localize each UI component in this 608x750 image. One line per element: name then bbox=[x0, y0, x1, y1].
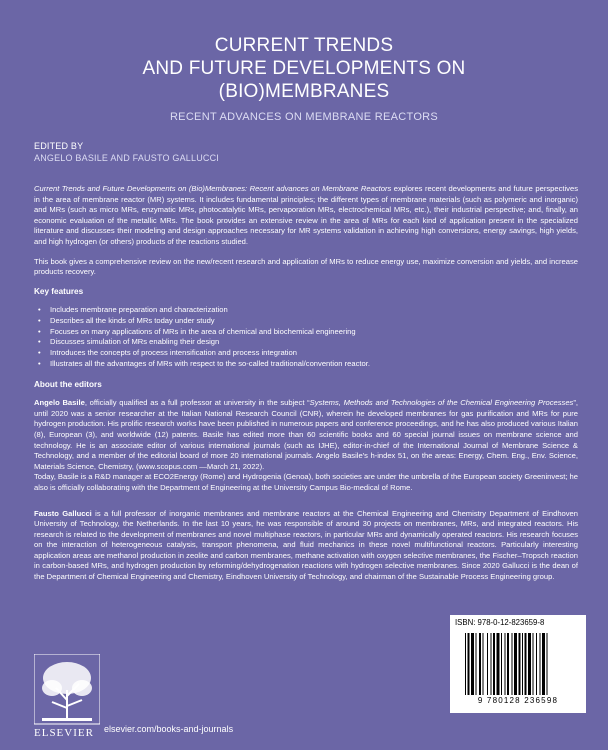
title-line-3: (BIO)MEMBRANES bbox=[218, 81, 390, 102]
key-features-list bbox=[34, 305, 578, 369]
gallucci-name: Fausto Gallucci bbox=[34, 508, 92, 518]
key-feature-item: • Focuses on many applications of MRs in the area of chemical and biochemical engineering bbox=[34, 327, 578, 338]
publisher-website[interactable]: elsevier.com/books-and-journals bbox=[104, 724, 234, 734]
barcode-number: 9 780128 236598 bbox=[477, 696, 559, 705]
key-feature-item: • Discusses simulation of MRs enabling their design bbox=[34, 337, 578, 348]
intro-text: explores recent developments and future perspectives in the area of membrane reactor (MR) systems. It includes fundamental principles; the different types of membrane materials (such as polymeric and inorganic) and MRs (such as micro MRs, enzymatic MRs, photocatalytic MRs, pervaporation MRs, electrochemical MRs, etc.), their industrial perspective; and, finally, an economic evaluation of the metallic MRs. The book provides an extensive review in the area of MRs for each kind of application present in the specialized literature and discusses their modeling and design approaches necessary for MR systems validation in achieving high conversions, energy savings, high yields, and high hydrogen (or others) products of the reactions studied. bbox=[34, 184, 579, 246]
title-line-1: CURRENT TRENDS bbox=[214, 35, 394, 56]
basile-name: Angelo Basile bbox=[34, 398, 85, 408]
basile-subject: Systems, Methods and Technologies of the Chemical Engineering Processes bbox=[309, 398, 574, 408]
cover-footer bbox=[0, 600, 608, 750]
edited-by-label: EDITED BY bbox=[34, 141, 84, 151]
key-features-heading: Key features bbox=[34, 286, 84, 296]
about-editors-heading: About the editors bbox=[34, 379, 102, 389]
publisher-wordmark: ELSEVIER bbox=[34, 727, 94, 739]
basile-bio-part-a: , officially qualified as a full professor at university in the subject “ bbox=[84, 398, 310, 408]
editor-names: ANGELO BASILE AND FAUSTO GALLUCCI bbox=[34, 153, 219, 163]
edited-by-block bbox=[34, 140, 219, 164]
key-feature-item: • Includes membrane preparation and characterization bbox=[34, 305, 578, 316]
isbn-text: ISBN: 978-0-12-823659-8 bbox=[455, 618, 545, 627]
key-feature-item: • Describes all the kinds of MRs today under study bbox=[34, 316, 578, 327]
isbn-barcode bbox=[450, 615, 586, 713]
basile-bio bbox=[34, 398, 578, 472]
gallucci-bio-text: is a full professor of inorganic membranes and membrane reactors at the Chemical Engineering and Chemistry Department of Eindhoven University of Technology, the Netherlands. In the last 10 years, he was responsible of around 30 projects on membranes, MRs, and integrated reactors. His research is related to the development of membranes and novel multiphase reactors, in particular MRs and dynamically operated reactors. His research focuses on the interaction of heterogeneous catalysis, transport phenomena, and fluid mechanics in these novel multifunctional reactors. Particularly interesting application areas are methanol production in zeolite and carbon membranes, methane activation with oxygen selective membranes, the Fischer–Tropsch reaction in carbon-based MRs, and hydrogen production by reforming/dehydrogenation reactions with hydrogen selective membranes. Since 2020 Gallucci is the dean of the Department of Chemical Engineering and Chemistry, Eindhoven University of Technology, and chairman of the Sustainable Process Engineering group. bbox=[34, 508, 579, 582]
basile-bio-part-b: ”, until 2020 was a senior researcher at the Italian National Research Council (CNR), wherein he developed membranes for gas purification and MRs for pure hydrogen production. His prolific research works have been published in numerous papers and conference proceedings, and he has also produced various Italian (8), European (3), and worldwide (12) patents. Basile has edited more than 60 scientific books and 60 special journal issues on membrane science and technology. He is an associate editor of various international journals (such as IJHE), editor-in-chief of the International Journal of Membrane Science & Technology, and a member of the editorial board of more 20 international journals. Angelo Basile's h-index 51, on the areas: Energy, Chem. Eng., Env. Science, Materials Science, Chemistry, (www.scopus.com —March 21, 2022). bbox=[34, 398, 578, 471]
gallucci-bio bbox=[34, 509, 578, 583]
intro-paragraph bbox=[34, 184, 578, 248]
key-feature-item: • Illustrates all the advantages of MRs with respect to the so-called traditional/convention reactor. bbox=[34, 359, 578, 370]
cover-title-block bbox=[0, 34, 608, 123]
barcode-bars bbox=[463, 633, 581, 695]
subtitle: RECENT ADVANCES ON MEMBRANE REACTORS bbox=[169, 111, 439, 123]
key-feature-item: • Introduces the concepts of process intensification and process integration bbox=[34, 348, 578, 359]
book-title-inline: Current Trends and Future Developments on (Bio)Membranes: Recent advances on Membrane Reactors bbox=[34, 184, 392, 193]
summary-paragraph: This book gives a comprehensive review on the new/recent research and application of MRs to reduce energy use, maximize conversion and yields, and increase products recovery. bbox=[34, 256, 578, 277]
back-cover-text bbox=[34, 184, 578, 592]
elsevier-tree-logo bbox=[34, 654, 100, 736]
title-line-2: AND FUTURE DEVELOPMENTS ON bbox=[142, 58, 466, 79]
basile-bio-today: Today, Basile is a R&D manager at ECO2Energy (Rome) and Hydrogenia (Genoa), both societies are under the umbrella of the European society Greeninvest; he also is officially collaborating with the Department of Engineering at the University Campus Bio-medical of Rome. bbox=[34, 472, 578, 492]
